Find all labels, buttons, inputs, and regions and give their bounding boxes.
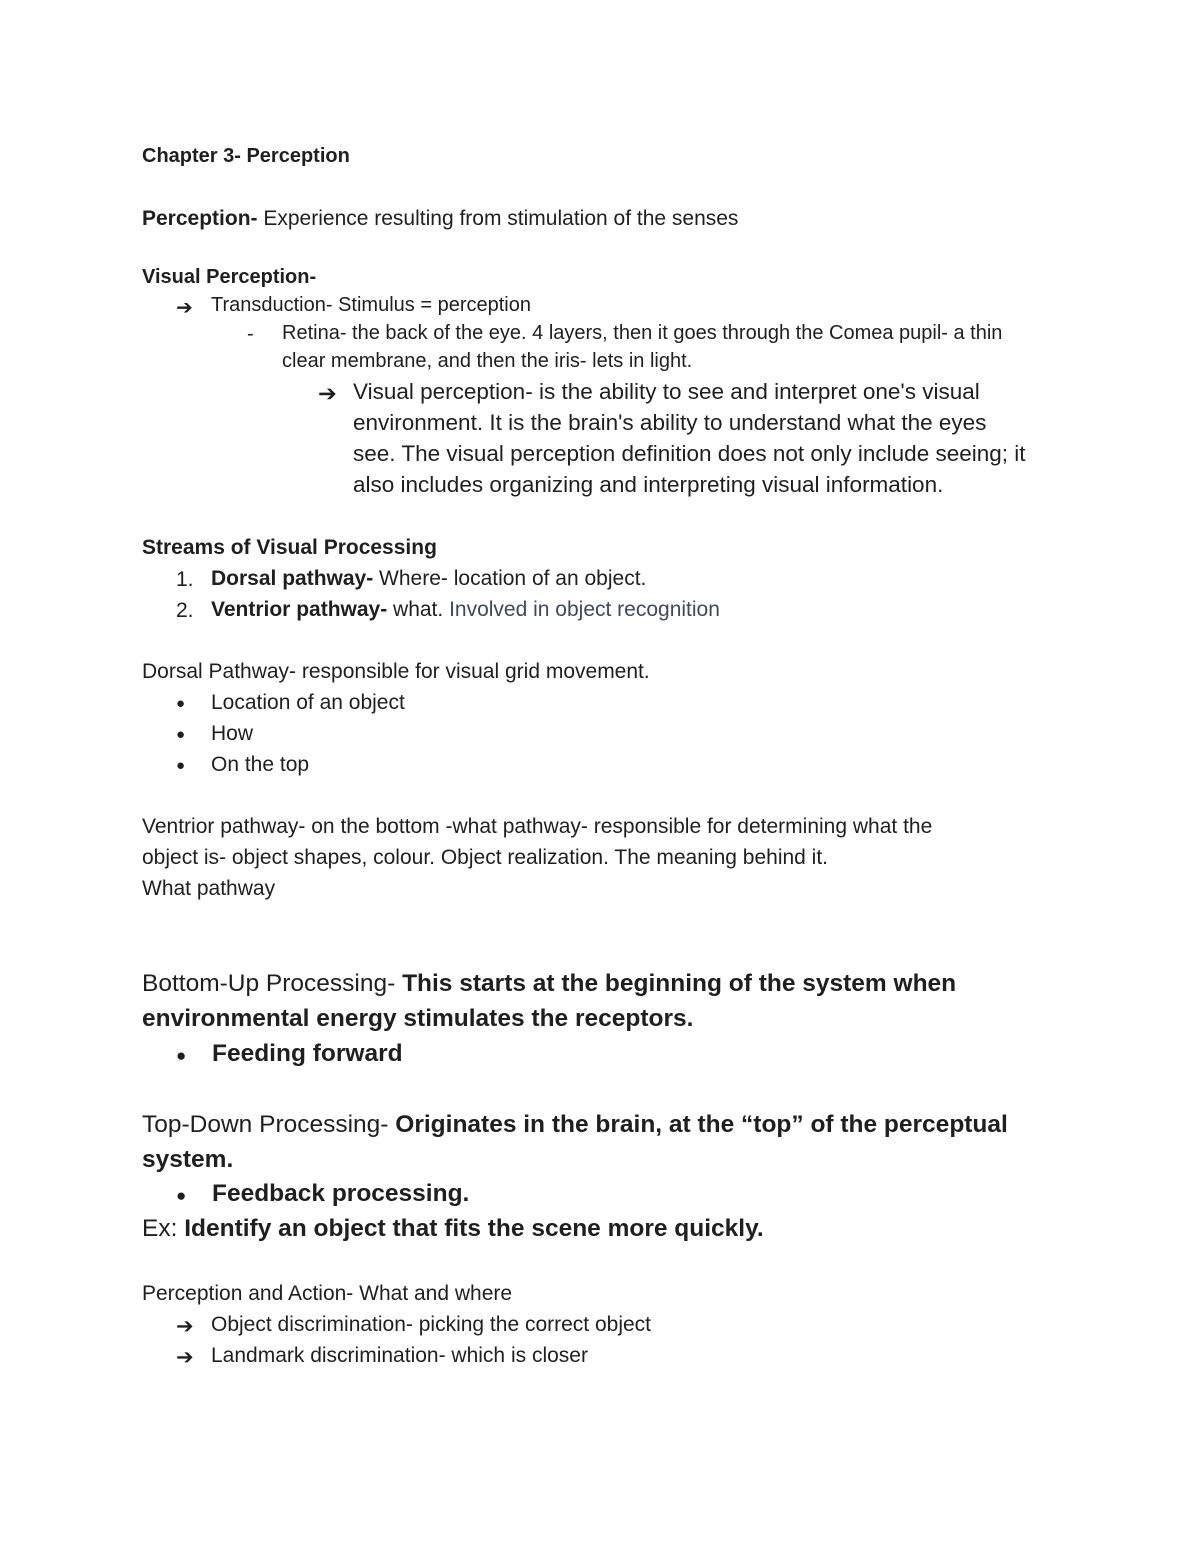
arrow-bullet-icon: ➔ xyxy=(176,1346,194,1369)
visual-perception-line-1: Visual perception- is the ability to see and interpret one's visual xyxy=(353,379,980,404)
bottom-up-term: Bottom-Up Processing- xyxy=(142,970,396,997)
dash-bullet-icon: - xyxy=(247,323,254,345)
dorsal-bullet-3: On the top xyxy=(211,753,310,776)
ventrior-line-2: object is- object shapes, colour. Object realization. The meaning behind it. xyxy=(142,846,829,869)
dorsal-bullet-1: Location of an object xyxy=(211,691,405,714)
bullet-icon: ● xyxy=(176,695,186,712)
retina-line-2: clear membrane, and then the iris- lets in light. xyxy=(282,350,693,372)
retina-line-1: Retina- the back of the eye. 4 layers, then it goes through the Comea pupil- a thin xyxy=(282,322,1003,344)
bottom-up-line-1 xyxy=(142,972,956,997)
visual-perception-line-4: also includes organizing and interpreting visual information. xyxy=(353,472,944,497)
example-text: Identify an object that fits the scene more quickly. xyxy=(177,1215,764,1242)
top-down-term: Top-Down Processing- xyxy=(142,1111,389,1138)
top-down-text-1: Originates in the brain, at the “top” of the perceptual xyxy=(388,1111,1008,1138)
top-down-example xyxy=(142,1217,764,1242)
dorsal-pathway-term: Dorsal pathway- xyxy=(211,567,374,590)
visual-perception-heading: Visual Perception- xyxy=(142,266,317,288)
example-label: Ex: xyxy=(142,1215,178,1242)
arrow-bullet-icon: ➔ xyxy=(176,297,193,319)
ventrior-line-3: What pathway xyxy=(142,877,276,900)
bottom-up-text-1: This starts at the beginning of the system when xyxy=(395,970,957,997)
action-item-1: Object discrimination- picking the correct object xyxy=(211,1313,652,1336)
top-down-line-2: system. xyxy=(142,1146,234,1173)
bottom-up-bullet: Feeding forward xyxy=(212,1040,403,1067)
bullet-icon: ● xyxy=(176,1186,187,1205)
action-item-2: Landmark discrimination- which is closer xyxy=(211,1344,588,1367)
ventrior-pathway-text-2: Involved in object recognition xyxy=(449,598,720,621)
bullet-icon: ● xyxy=(176,1046,187,1065)
top-down-line-1 xyxy=(142,1113,1008,1138)
ventrior-pathway-term: Ventrior pathway- xyxy=(211,598,388,621)
chapter-title: Chapter 3- Perception xyxy=(142,145,350,167)
visual-perception-line-3: see. The visual perception definition does not only include seeing; it xyxy=(353,441,1026,466)
bullet-icon: ● xyxy=(176,726,186,743)
arrow-bullet-icon: ➔ xyxy=(318,381,337,406)
bullet-icon: ● xyxy=(176,757,186,774)
arrow-bullet-icon: ➔ xyxy=(176,1315,194,1338)
top-down-bullet: Feedback processing. xyxy=(212,1180,470,1207)
perception-definition xyxy=(142,208,738,229)
streams-heading: Streams of Visual Processing xyxy=(142,536,437,559)
bottom-up-line-2: environmental energy stimulates the receptors. xyxy=(142,1005,694,1032)
ventrior-pathway-item xyxy=(211,599,720,620)
perception-term: Perception- xyxy=(142,207,258,230)
list-number: 1. xyxy=(176,568,194,591)
perception-text: Experience resulting from stimulation of the senses xyxy=(257,207,739,230)
dorsal-intro: Dorsal Pathway- responsible for visual grid movement. xyxy=(142,660,650,683)
dorsal-pathway-text: Where- location of an object. xyxy=(373,567,647,590)
action-intro: Perception and Action- What and where xyxy=(142,1282,513,1305)
transduction-item: Transduction- Stimulus = perception xyxy=(211,294,531,316)
list-number: 2. xyxy=(176,599,194,622)
ventrior-line-1: Ventrior pathway- on the bottom -what pathway- responsible for determining what the xyxy=(142,815,933,838)
ventrior-pathway-text: what. xyxy=(387,598,450,621)
dorsal-pathway-item xyxy=(211,568,646,589)
dorsal-bullet-2: How xyxy=(211,722,254,745)
visual-perception-line-2: environment. It is the brain's ability to understand what the eyes xyxy=(353,410,987,435)
